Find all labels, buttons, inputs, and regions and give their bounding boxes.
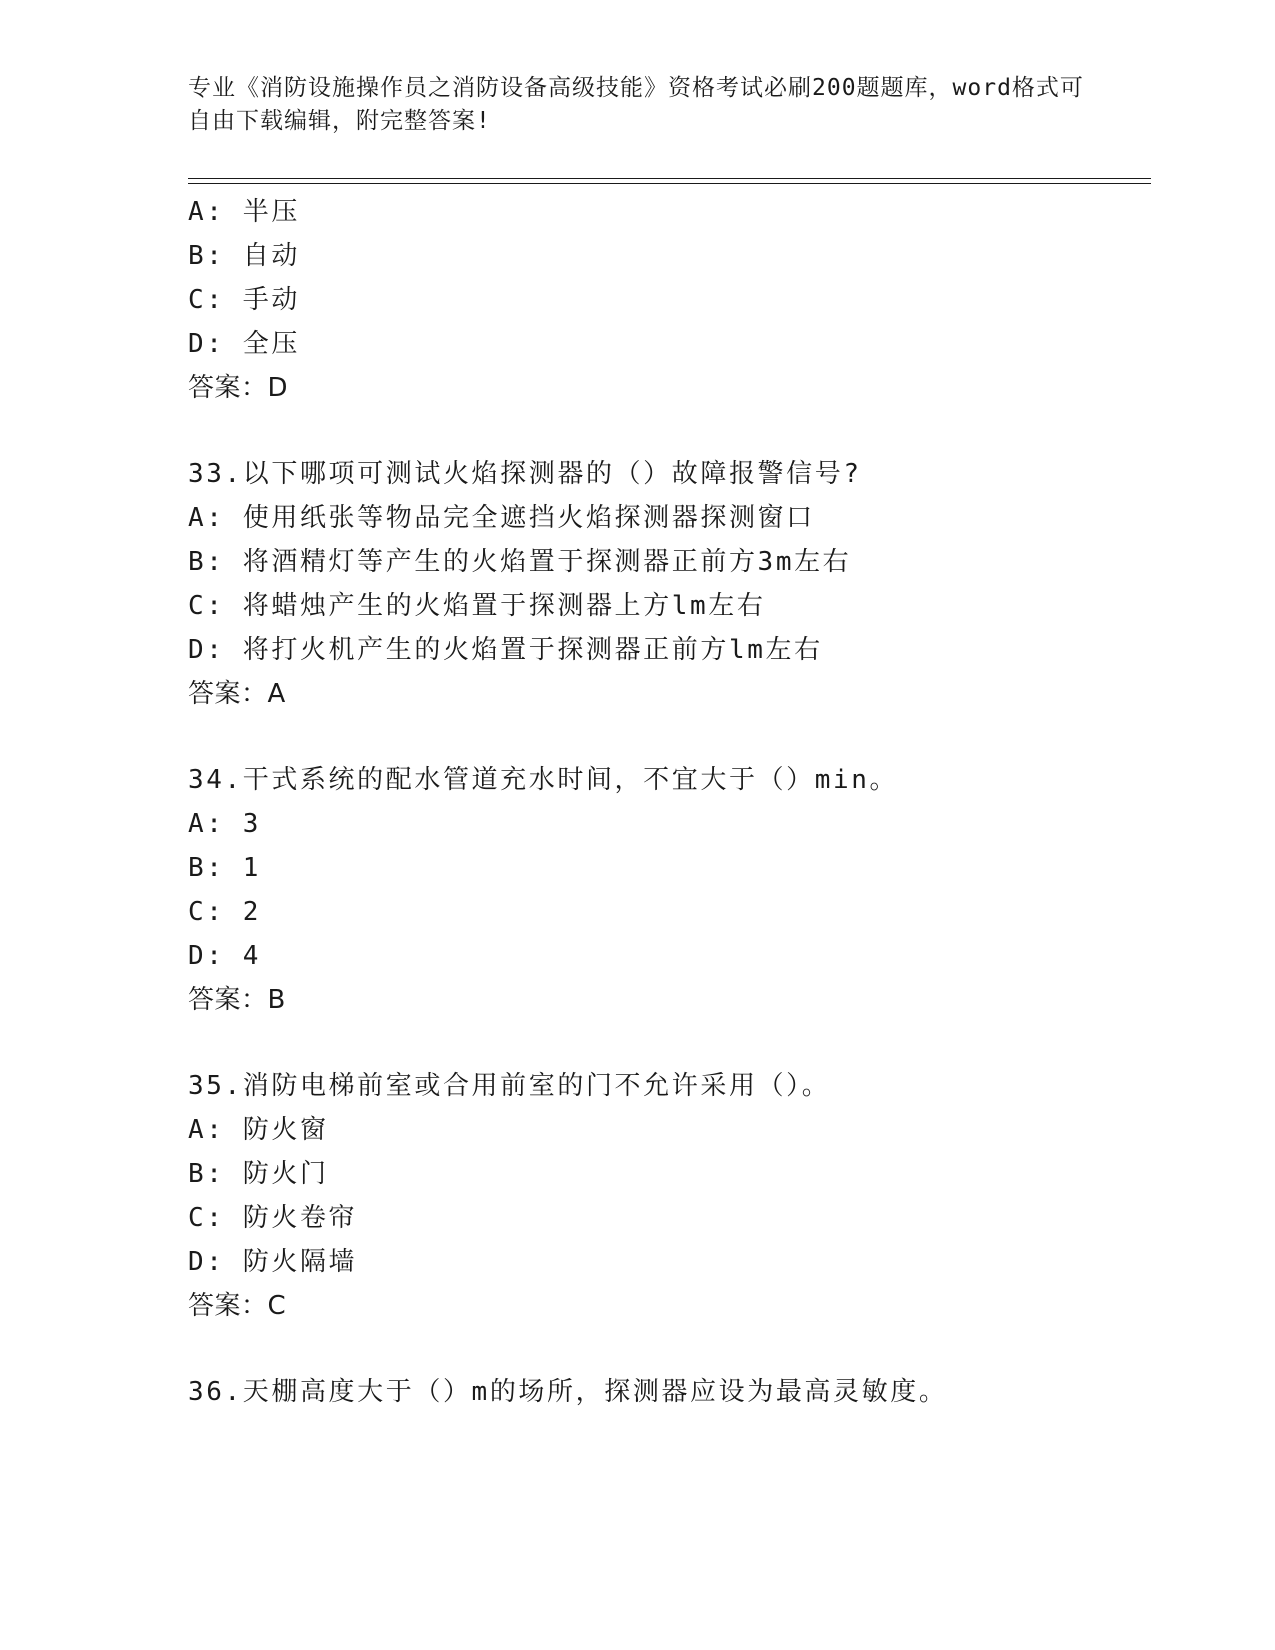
option-b: B: 防火门 (188, 1159, 329, 1189)
option-d: D: 全压 (188, 329, 300, 359)
document-header: 专业《消防设施操作员之消防设备高级技能》资格考试必刷200题题库，word格式可自由下载编辑，附完整答案! (188, 75, 1084, 134)
option-a: A: 3 (188, 809, 262, 839)
question-stem: 33.以下哪项可测试火焰探测器的（）故障报警信号? (188, 459, 862, 489)
option-c: C: 将蜡烛产生的火焰置于探测器上方lm左右 (188, 591, 766, 621)
option-c: C: 手动 (188, 285, 300, 315)
question-stem: 35.消防电梯前室或合用前室的门不允许采用（）。 (188, 1071, 831, 1101)
header-divider-bottom (188, 183, 1151, 184)
option-a: A: 防火窗 (188, 1115, 329, 1145)
option-d: D: 4 (188, 941, 262, 971)
option-d: D: 防火隔墙 (188, 1247, 358, 1277)
header-divider-top (188, 178, 1151, 179)
answer: 答案：A (188, 679, 286, 709)
option-b: B: 将酒精灯等产生的火焰置于探测器正前方3m左右 (188, 547, 852, 577)
question-stem: 36.天棚高度大于（）m的场所，探测器应设为最高灵敏度。 (188, 1377, 948, 1407)
answer: 答案：B (188, 985, 286, 1015)
question-stem: 34.干式系统的配水管道充水时间，不宜大于（）min。 (188, 765, 899, 795)
answer: 答案：D (188, 373, 289, 403)
answer: 答案：C (188, 1291, 287, 1321)
option-b: B: 1 (188, 853, 262, 883)
option-a: A: 半压 (188, 197, 300, 227)
option-c: C: 防火卷帘 (188, 1203, 358, 1233)
option-d: D: 将打火机产生的火焰置于探测器正前方lm左右 (188, 635, 823, 665)
option-a: A: 使用纸张等物品完全遮挡火焰探测器探测窗口 (188, 503, 815, 533)
option-b: B: 自动 (188, 241, 300, 271)
option-c: C: 2 (188, 897, 262, 927)
